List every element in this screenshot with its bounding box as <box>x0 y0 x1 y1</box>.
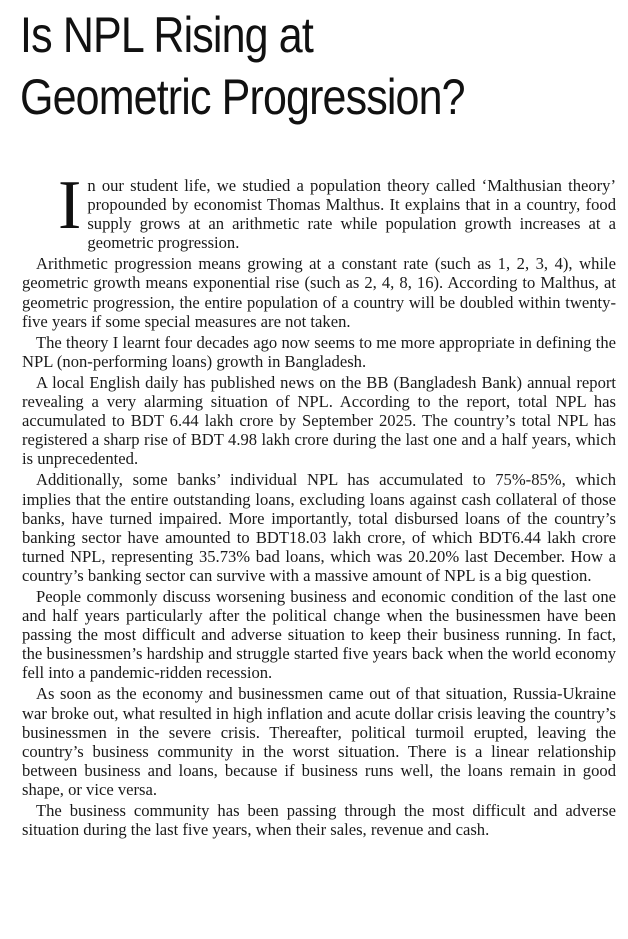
paragraph-3: The theory I learnt four decades ago now seems to me more appropriate in defining the NPL (non-performing loans) growth in Bangladesh. <box>22 332 616 371</box>
paragraph-8: The business community has been passing through the most difficult and adverse situation during the last five years, when their sales, revenue and cash. <box>22 801 616 840</box>
headline-line-1: Is NPL Rising at <box>20 7 313 63</box>
paragraph-6: People commonly discuss worsening business and economic condition of the last one and half years particularly after the political change when the businessmen have been passing the most difficult and adverse situation to keep their business running. In fact, the businessmen’s hardship and struggle started five years back when the world economy fell into a pandemic-ridden recession. <box>22 586 616 683</box>
paragraph-7: As soon as the economy and businessmen came out of that situation, Russia-Ukraine war broke out, what resulted in high inflation and acute dollar crisis leaving the country’s businessmen in the severe crisis. Thereafter, political turmoil erupted, leaving the country’s business community in the worst situation. There is a linear relationship between business and loans, because if business runs well, the loans remain in good shape, or vice versa. <box>22 684 616 799</box>
paragraph-4: A local English daily has published news on the BB (Bangladesh Bank) annual report revealing a very alarming situation of NPL. According to the report, total NPL has accumulated to BDT 6.44 lakh crore by September 2025. The country’s total NPL has registered a sharp rise of BDT 4.98 lakh crore during the last one and a half years, which is unprecedented. <box>22 372 616 469</box>
paragraph-1-text: n our student life, we studied a population theory called ‘Malthusian theory’ propounded by economist Thomas Malthus. It explains that in a country, food supply grows at an arithmetic rate while population growth increases at a geometric progression. <box>87 176 616 253</box>
paragraph-1 <box>22 167 616 253</box>
article-headline <box>20 4 536 128</box>
headline-line-2: Geometric Progression? <box>20 69 465 125</box>
article-body <box>22 167 616 841</box>
drop-cap: I <box>58 167 82 244</box>
paragraph-5: Additionally, some banks’ individual NPL has accumulated to 75%-85%, which implies that the entire outstanding loans, excluding loans against cash collateral of those banks, have turned impaired. More importantly, total disbursed loans of the country’s banking sector have amounted to BDT18.03 lakh crore, of which BDT6.44 lakh crore turned NPL, representing 35.73% bad loans, which was 20.20% last December. How a country’s banking sector can survive with a massive amount of NPL is a big question. <box>22 470 616 585</box>
paragraph-2: Arithmetic progression means growing at a constant rate (such as 1, 2, 3, 4), while geometric growth means exponential rise (such as 2, 4, 8, 16). According to Malthus, at geometric progression, the entire population of a country will be doubled within twenty-five years if some special measures are not taken. <box>22 254 616 331</box>
